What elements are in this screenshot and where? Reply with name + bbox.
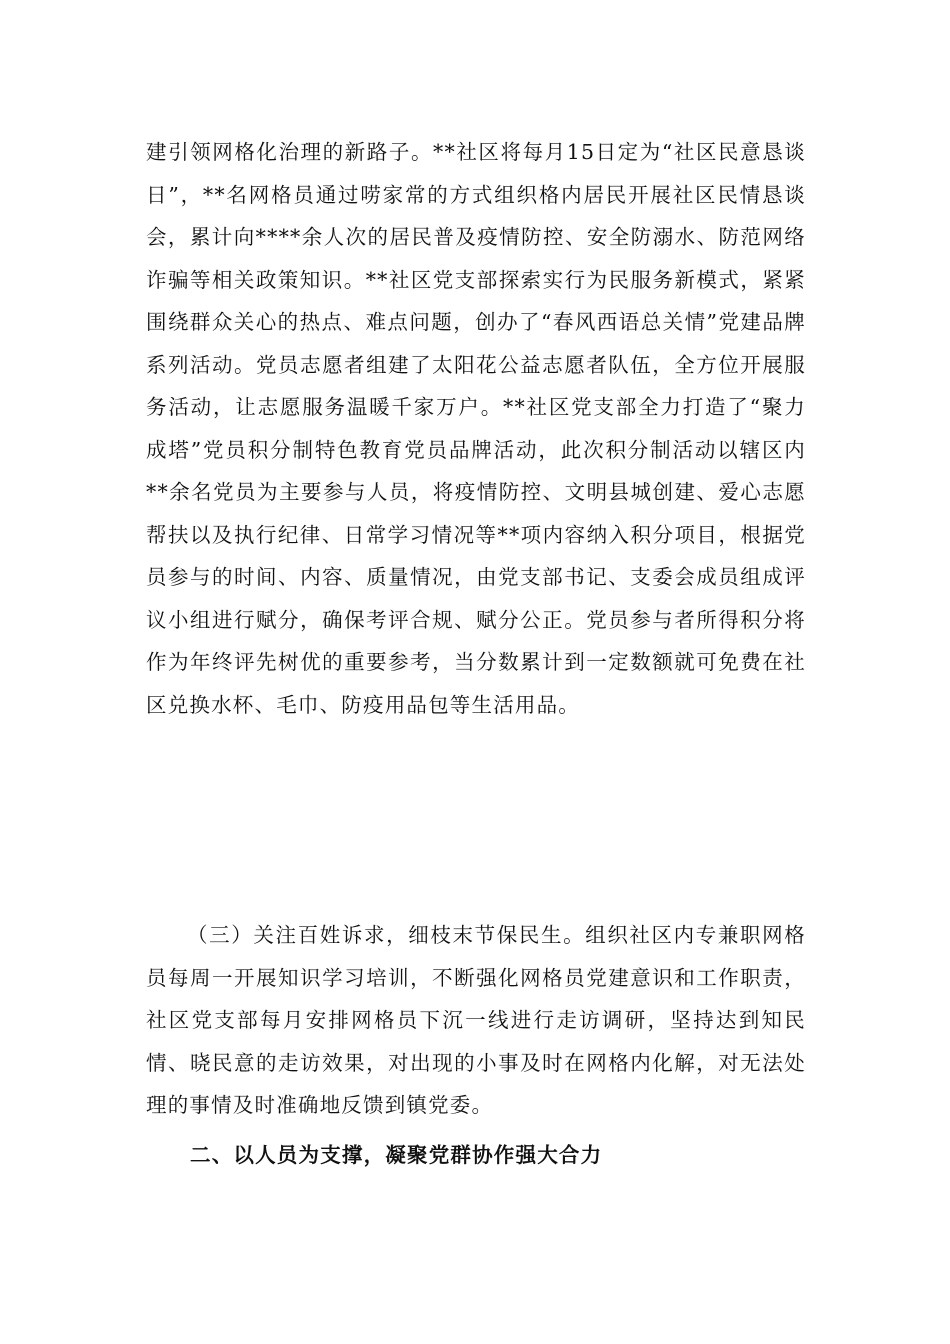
body-paragraph-2: （三）关注百姓诉求，细枝末节保民生。组织社区内专兼职网格员每周一开展知识学习培训，不断强化网格员党建意识和工作职责，社区党支部每月安排网格员下沉一线进行走访调研，坚持达到知民情、晓民意的走访效果，对出现的小事及时在网格内化解，对无法处理的事情及时准确地反馈到镇党委。 (146, 923, 806, 1117)
section-heading: 二、以人员为支撑，凝聚党群协作强大合力 (190, 1143, 603, 1167)
body-paragraph-1: 建引领网格化治理的新路子。**社区将每月15日定为“社区民意恳谈日”，**名网格员通过唠家常的方式组织格内居民开展社区民情恳谈会，累计向****余人次的居民普及疫情防控、安全防溺水、防范网络诈骗等相关政策知识。**社区党支部探索实行为民服务新模式，紧紧围绕群众关心的热点、难点问题，创办了“春风西语总关情”党建品牌系列活动。党员志愿者组建了太阳花公益志愿者队伍，全方位开展服务活动，让志愿服务温暖千家万户。**社区党支部全力打造了“聚力成塔”党员积分制特色教育党员品牌活动，此次积分制活动以辖区内**余名党员为主要参与人员，将疫情防控、文明县城创建、爱心志愿帮扶以及执行纪律、日常学习情况等**项内容纳入积分项目，根据党员参与的时间、内容、质量情况，由党支部书记、支委会成员组成评议小组进行赋分，确保考评合规、赋分公正。党员参与者所得积分将作为年终评先树优的重要参考，当分数累计到一定数额就可免费在社区兑换水杯、毛巾、防疫用品包等生活用品。 (146, 140, 806, 717)
